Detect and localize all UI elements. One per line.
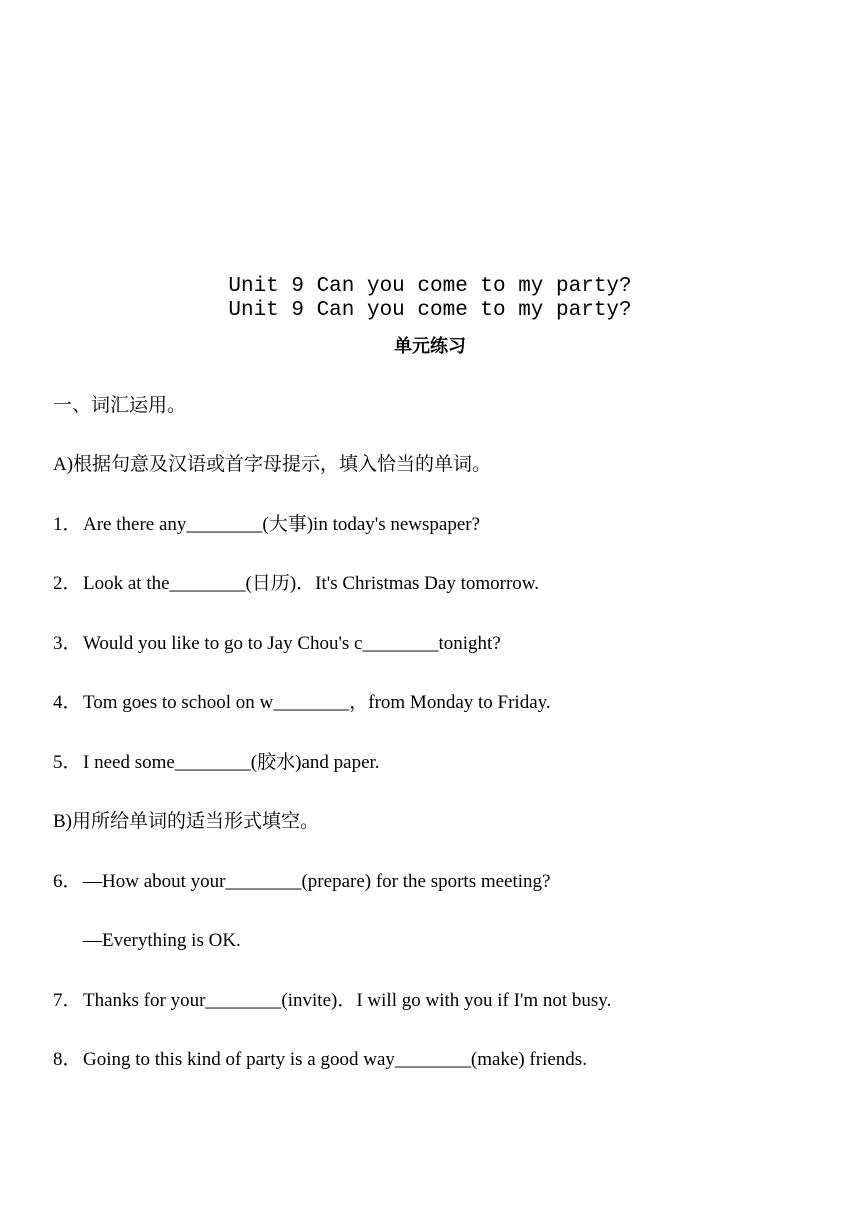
document-title-repeat: Unit 9 Can you come to my party? bbox=[228, 299, 632, 322]
question-4 bbox=[53, 690, 551, 716]
question-1 bbox=[53, 512, 480, 538]
question-text: Are there any________(大事)in today's newspaper? bbox=[83, 514, 481, 535]
question-7 bbox=[53, 988, 611, 1014]
question-text: Would you like to go to Jay Chou's c________tonight? bbox=[83, 633, 501, 654]
question-3 bbox=[53, 631, 501, 657]
question-number: 3． bbox=[53, 633, 82, 654]
question-6 bbox=[53, 869, 551, 895]
document-subtitle: 单元练习 bbox=[394, 336, 466, 357]
question-text: —How about your________(prepare) for the sports meeting? bbox=[83, 871, 551, 892]
section-heading-vocabulary: 一、词汇运用。 bbox=[53, 395, 187, 416]
question-number: 5． bbox=[53, 752, 82, 773]
question-number: 1． bbox=[53, 514, 82, 535]
part-b-instruction: B)用所给单词的适当形式填空。 bbox=[53, 811, 320, 832]
question-5 bbox=[53, 750, 380, 776]
document-title: Unit 9 Can you come to my party? bbox=[228, 275, 632, 298]
question-text: Going to this kind of party is a good way________(make) friends. bbox=[83, 1049, 587, 1070]
question-2 bbox=[53, 571, 539, 597]
question-text: Look at the________(日历)．It's Christmas Day tomorrow. bbox=[83, 573, 540, 594]
part-a-instruction: A)根据句意及汉语或首字母提示，填入恰当的单词。 bbox=[53, 454, 492, 475]
question-number: 2． bbox=[53, 573, 82, 594]
question-8 bbox=[53, 1047, 587, 1073]
question-6-answer-line: —Everything is OK. bbox=[83, 930, 241, 951]
question-number: 6． bbox=[53, 871, 82, 892]
question-number: 8． bbox=[53, 1049, 82, 1070]
question-text: Thanks for your________(invite)．I will go with you if I'm not busy. bbox=[83, 990, 612, 1011]
question-text: Tom goes to school on w________，from Monday to Friday. bbox=[83, 692, 551, 713]
question-number: 4． bbox=[53, 692, 82, 713]
question-text: I need some________(胶水)and paper. bbox=[83, 752, 380, 773]
question-number: 7． bbox=[53, 990, 82, 1011]
